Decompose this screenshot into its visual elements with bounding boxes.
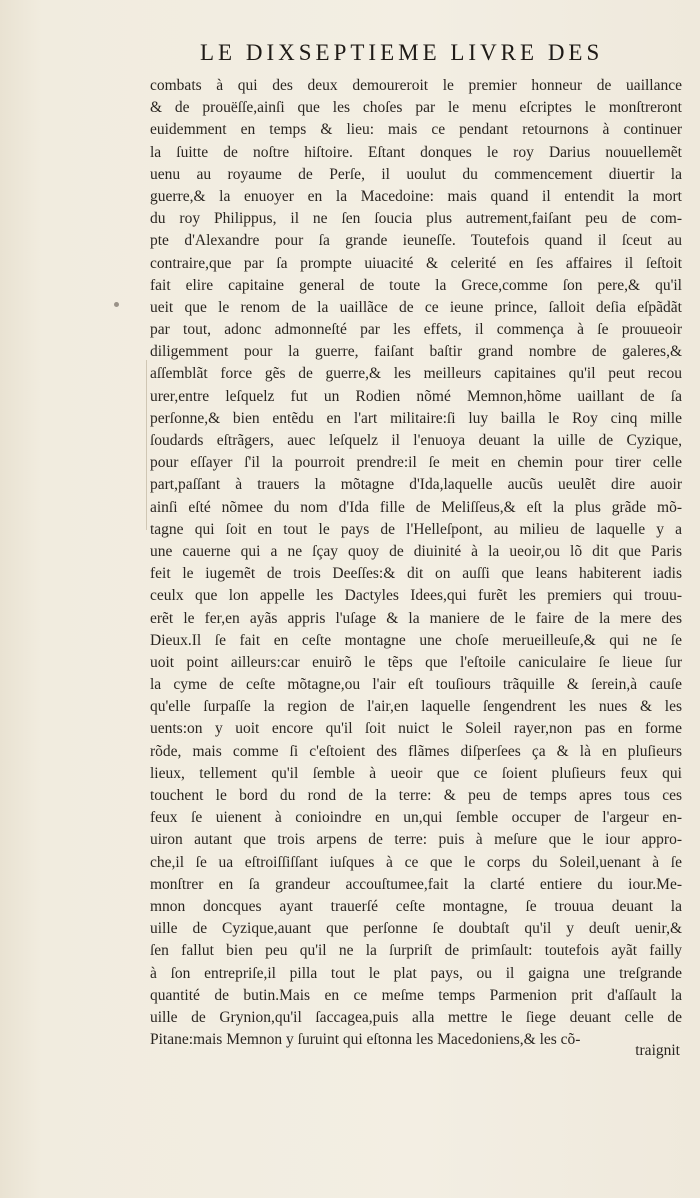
text-line: la cyme de ceſte mõtagne,ou l'air eſt touſiours trãquille & ſerein,à cauſe [150, 676, 682, 694]
bleed-through-rule [146, 360, 147, 530]
text-line: rõde, mais comme ſi c'eſtoient des flãmes diſperſees ça & là en pluſieurs [150, 742, 682, 760]
text-line: qu'elle ſurpaſſe la region de l'air,en laquelle ſengendrent les nues & les [150, 698, 682, 716]
text-line: erẽt le fer,en ayãs appris l'uſage & la maniere de le faire de la mere des [150, 609, 682, 627]
text-line: tagne qui ſoit en tout le pays de l'Helleſpont, au milieu de laquelle y a [150, 520, 682, 538]
text-line: combats à qui des deux demoureroit le premier honneur de uaillance [150, 77, 682, 94]
text-line: ainſi eſté nõmee du nom d'Ida fille de Meliſſeus,& eſt la plus grãde mõ- [150, 498, 682, 516]
text-line: fait elire capitaine general de toute la Grece,comme ſon pere,& qu'il [150, 276, 682, 294]
text-line: ueit que le renom de la uaillãce de ce ieune prince, ſalloit deſia eſpãdãt [150, 298, 682, 316]
text-line: & de prouëſſe,ainſi que les choſes par le menu eſcriptes le monſtreront [150, 99, 682, 117]
text-line: feit le iugemẽt de trois Deeſſes:& dit on auſſi que leans habiterent iadis [150, 565, 682, 583]
text-line: feux ſe uienent à conioindre en un,qui ſemble occuper de l'argeur en- [150, 809, 682, 827]
text-line: du roy Philippus, il ne ſen ſoucia plus autrement,faiſant peu de com- [150, 210, 682, 228]
text-line: perſonne,& bien entẽdu en l'art militaire:ſi luy bailla le Roy cinq mille [150, 409, 682, 427]
text-line: part,paſſant à trauers la mõtagne d'Ida,laquelle aucũs ueulẽt dire auoir [150, 476, 682, 494]
text-line: ceulx que lon appelle les Dactyles Idees,qui furẽt les premiers qui trouu- [150, 587, 682, 605]
text-line: ſoudards eſtrãgers, auec leſquelz il l'enuoya deuant la uille de Cyzique, [150, 432, 682, 449]
text-line: urer,entre leſquelz fut un Rodien nõmé Memnon,hõme uaillant de ſa [150, 387, 682, 405]
text-line: quantité de butin.Mais en ce meſme temps Parmenion prit d'aſſault la [150, 986, 682, 1004]
text-line: à ſon entrepriſe,il pilla tout le plat pays, ou il gaigna une treſgrande [150, 964, 682, 982]
text-line: uenu au royaume de Perſe, il uoulut du commencement diuertir la [150, 165, 682, 183]
text-line: une cauerne qui a ne ſçay quoy de diuinité à la ueoir,ou lõ dit que Paris [150, 542, 682, 560]
text-line: uiron autant que trois arpens de terre: puis à meſure que le iour appro- [150, 831, 682, 849]
text-line: uoit point ailleurs:car enuirõ le tẽps que l'eſtoile caniculaire ſe lieue ſur [150, 653, 682, 671]
text-line: euidemment en temps & lieu: mais ce pendant retournons à continuer [150, 121, 682, 139]
text-line: mnon doncques ayant trauerſé ceſte montagne, ſe trouua deuant la [150, 897, 682, 915]
text-line: par tout, adonc admonneſté par les effets, il commença à ſe prouueoir [150, 321, 682, 339]
text-line: aſſemblãt force gẽs de guerre,& les meilleurs capitaines qu'il peut recou [150, 365, 682, 383]
text-line: Pitane:mais Memnon y ſuruint qui eſtonna les Macedoniens,& les cõ- [150, 1031, 581, 1049]
text-line: pte d'Alexandre pour ſa grande ieuneſſe. Toutefois quand il ſceut au [150, 232, 682, 250]
catchword: traignit [635, 1042, 680, 1059]
text-line: uille de Cyzique,auant que perſonne ſe doubtaſt qu'il y deuſt uenir,& [150, 920, 682, 938]
body-text [150, 75, 682, 1051]
text-line: la ſuitte de noſtre hiſtoire. Eſtant donques le roy Darius nouuellemẽt [150, 143, 682, 161]
text-line: ſen fallut bien peu qu'il ne la ſurpriſt de primſault: toutefois ayãt failly [150, 942, 682, 960]
text-line: lieux, tellement qu'il ſemble à ueoir que ce ſoient pluſieurs feux qui [150, 764, 682, 782]
text-line: pour eſſayer ſ'il la pourroit prendre:il ſe meit en chemin pour tirer celle [150, 454, 682, 472]
margin-mark [114, 302, 119, 307]
text-line: monſtrer en ſa grandeur accouſtumee,fait la clarté entiere du iour.Me- [150, 875, 682, 893]
text-line: touchent le bord du rond de la terre: & peu de temps apres tous ces [150, 787, 682, 804]
text-line: guerre,& la enuoyer en la Macedoine: mais quand il entendit la mort [150, 187, 682, 205]
text-line: uents:on y uoit encore qu'il ſoit nuict le Soleil rayer,non pas en forme [150, 720, 682, 738]
running-title: LE DIXSEPTIEME LIVRE DES [200, 40, 604, 65]
text-line: Dieux.Il ſe fait en ceſte montagne une choſe merueilleuſe,& qui ne ſe [150, 631, 682, 649]
text-line: che,il ſe ua eſtroiſſiſſant iuſques à ce que le corps du Soleil,uenant à ſe [150, 853, 682, 871]
text-line: diligemment pour la guerre, faiſant baſtir grand nombre de galeres,& [150, 343, 682, 361]
text-line: uille de Grynion,qu'il ſaccagea,puis alla mettre le ſiege deuant celle de [150, 1008, 682, 1026]
text-line: contraire,que par ſa prompte uiuacité & celerité en ſes affaires il ſeſtoit [150, 254, 682, 272]
